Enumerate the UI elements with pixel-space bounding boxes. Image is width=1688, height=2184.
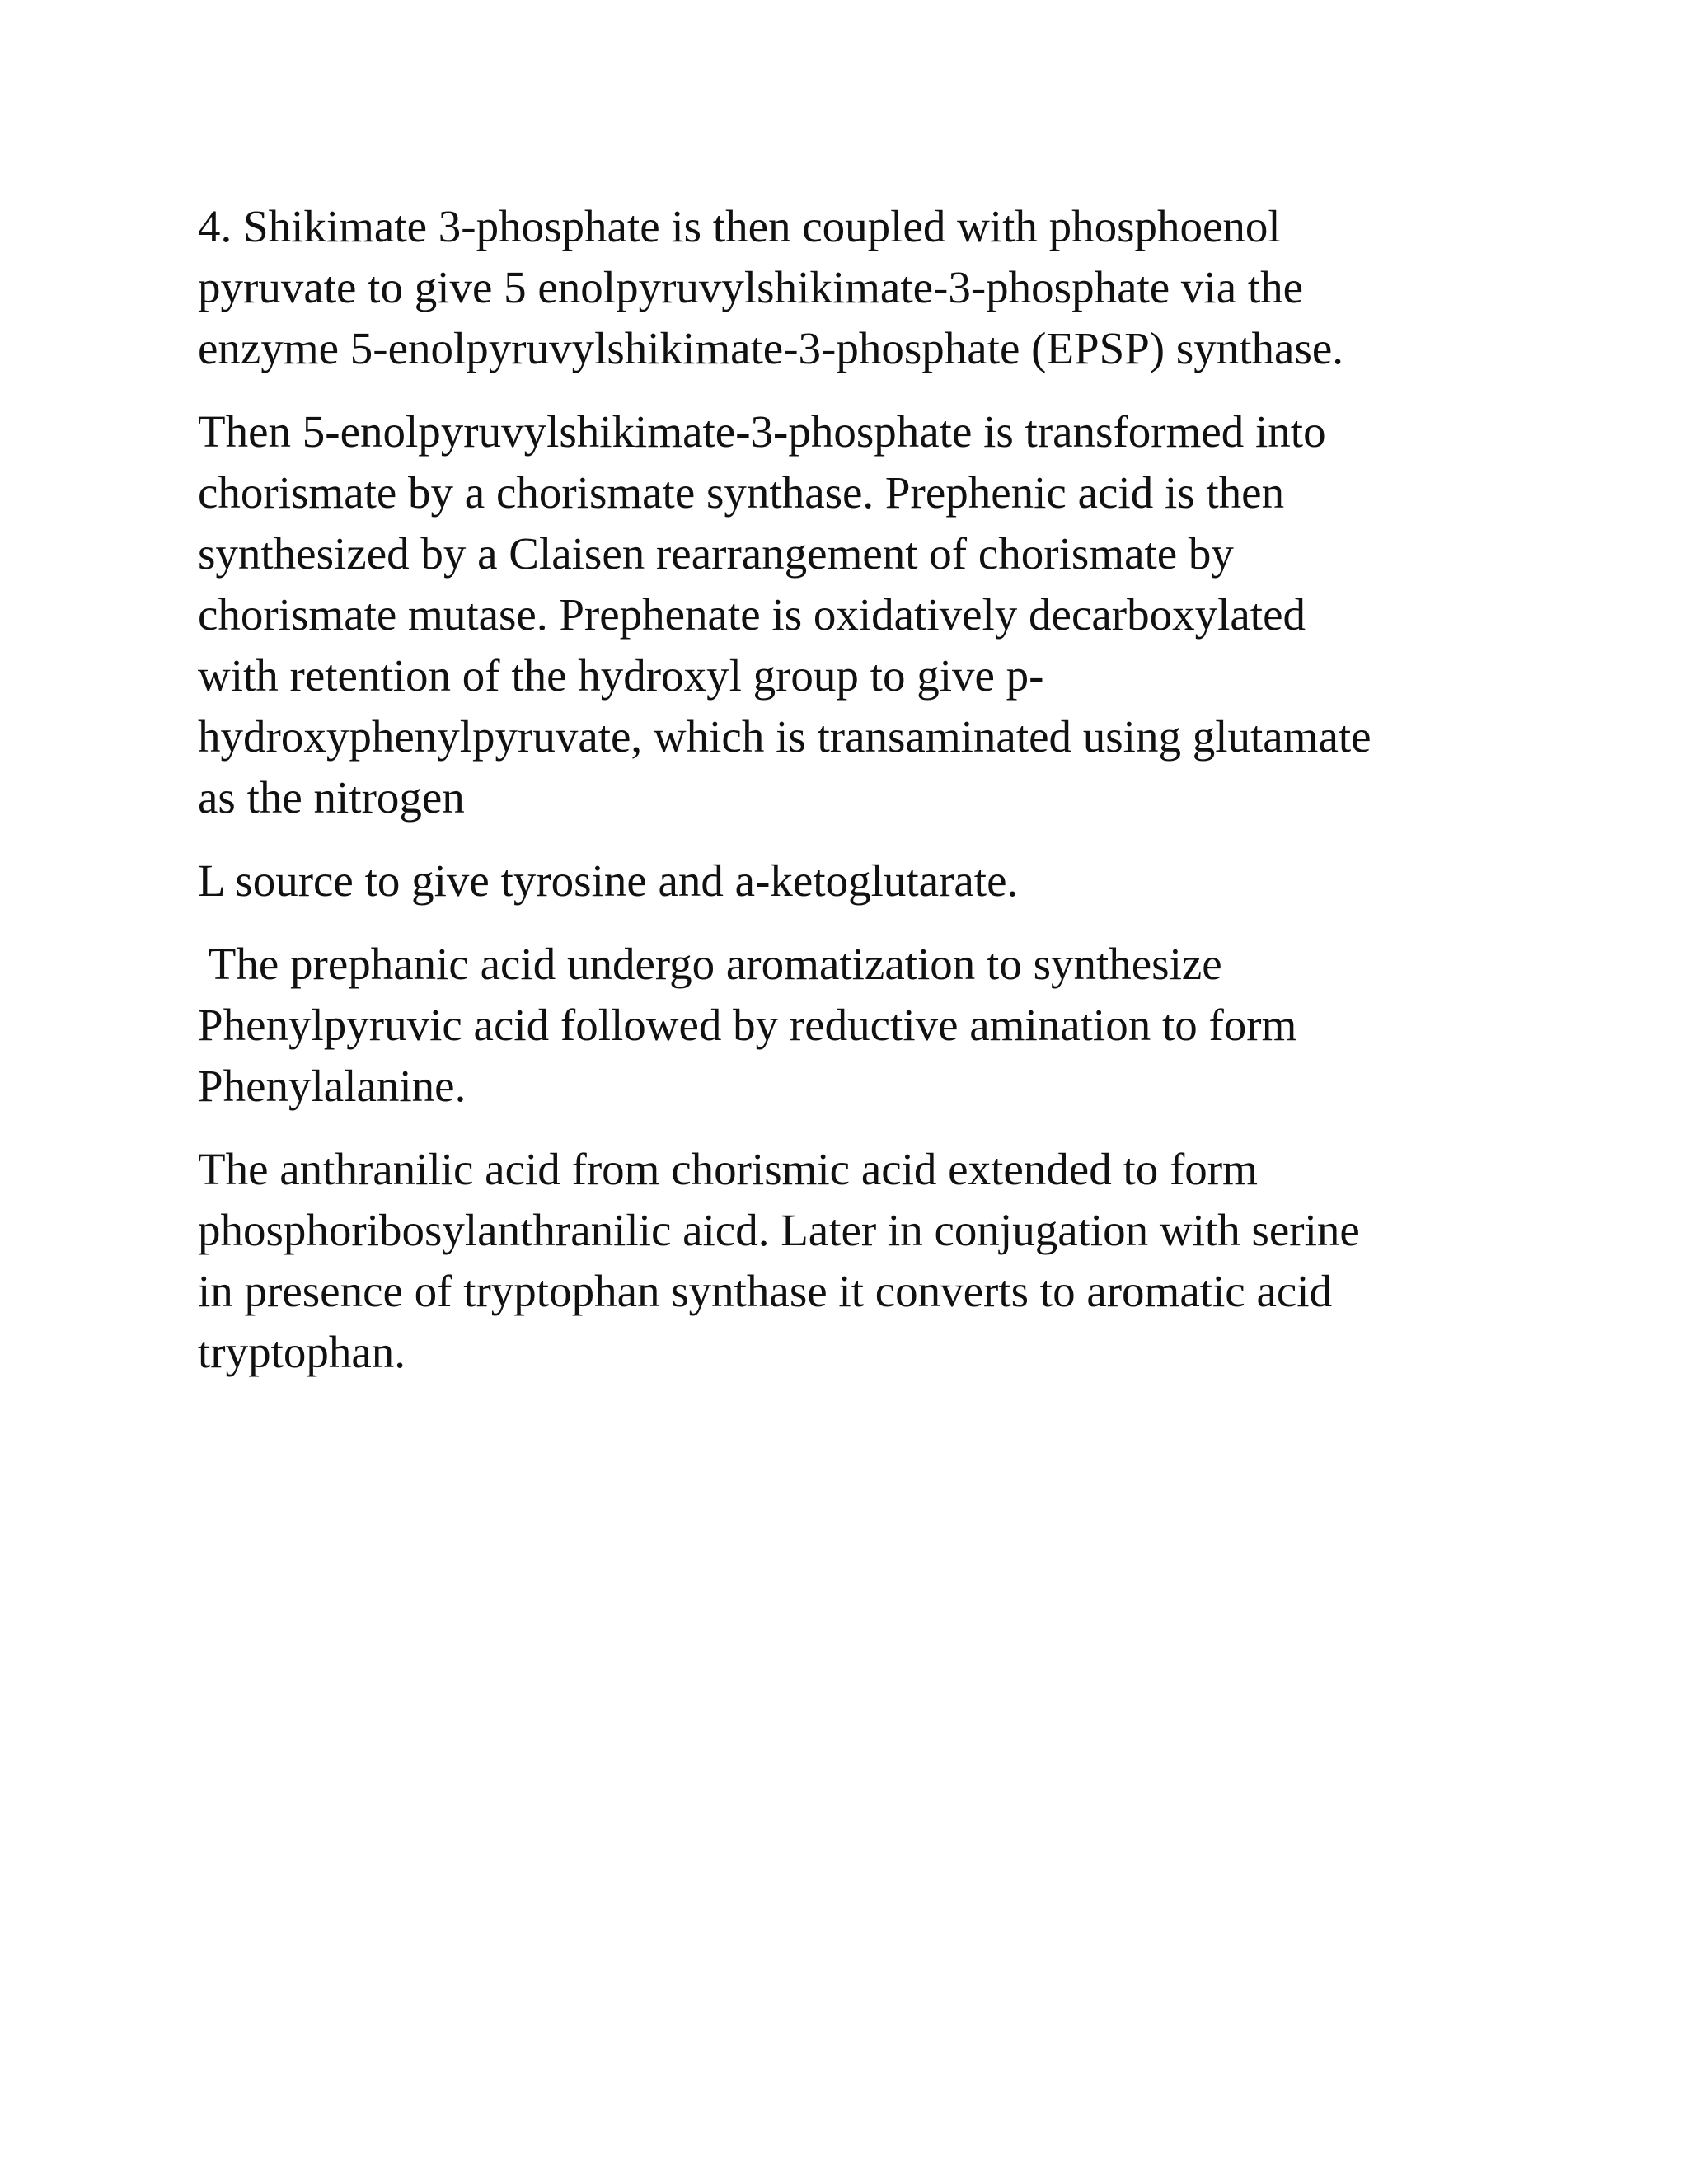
- text-line: synthesized by a Claisen rearrangement of chorismate by: [198, 528, 1234, 579]
- paragraph-tyrosine-source: [198, 851, 1500, 912]
- text-line: chorismate by a chorismate synthase. Prephenic acid is then: [198, 467, 1285, 518]
- text-line: phosphoribosylanthranilic aicd. Later in conjugation with serine: [198, 1205, 1360, 1255]
- paragraph-tryptophan: [198, 1139, 1500, 1383]
- text-line: The anthranilic acid from chorismic acid extended to form: [198, 1144, 1258, 1194]
- text-line: Phenylpyruvic acid followed by reductive amination to form: [198, 1000, 1297, 1050]
- text-line: tryptophan.: [198, 1327, 406, 1377]
- text-line: L source to give tyrosine and a-ketoglutarate.: [198, 855, 1019, 906]
- document-body: [198, 196, 1500, 1405]
- paragraph-phenylalanine: [198, 934, 1500, 1117]
- text-line: Phenylalanine.: [198, 1061, 467, 1111]
- paragraph-epsp-synthase: [198, 196, 1500, 379]
- text-line: The prephanic acid undergo aromatization to synthesize: [198, 939, 1222, 989]
- text-line: in presence of tryptophan synthase it converts to aromatic acid: [198, 1266, 1333, 1316]
- text-line: with retention of the hydroxyl group to give p-: [198, 650, 1044, 701]
- text-line: enzyme 5-enolpyruvylshikimate-3-phosphate (EPSP) synthase.: [198, 323, 1344, 373]
- text-line: chorismate mutase. Prephenate is oxidatively decarboxylated: [198, 589, 1306, 640]
- text-line: as the nitrogen: [198, 772, 465, 823]
- text-line: pyruvate to give 5 enolpyruvylshikimate-3-phosphate via the: [198, 262, 1304, 312]
- text-line: Then 5-enolpyruvylshikimate-3-phosphate is transformed into: [198, 406, 1326, 457]
- text-line: hydroxyphenylpyruvate, which is transaminated using glutamate: [198, 711, 1372, 762]
- paragraph-chorismate-tyrosine: [198, 401, 1500, 828]
- text-line: 4. Shikimate 3-phosphate is then coupled with phosphoenol: [198, 201, 1281, 251]
